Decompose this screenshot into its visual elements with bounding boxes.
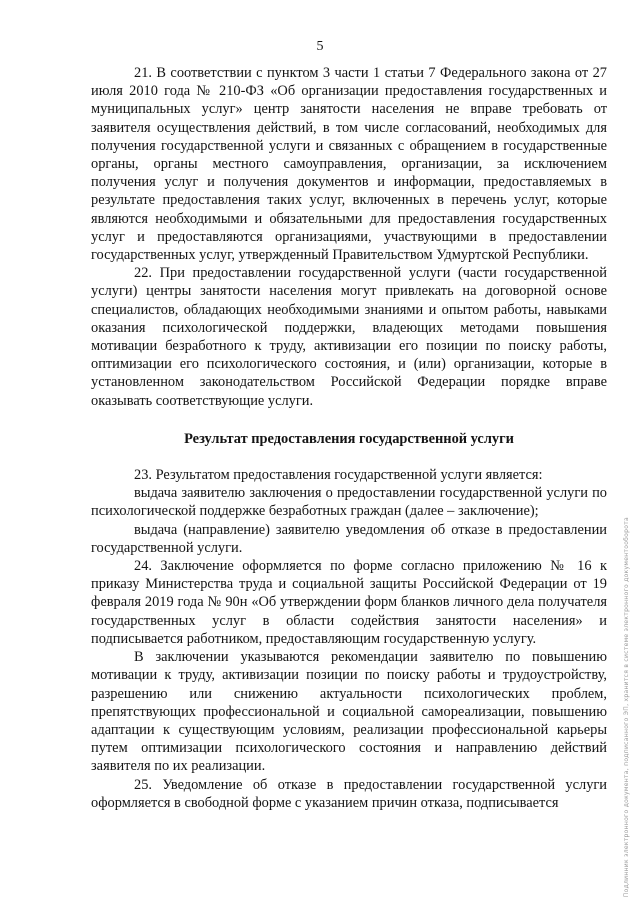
margin-note: Подлинник электронного документа, подписанного ЭП, хранится в системе электронного документооборота	[622, 516, 630, 897]
paragraph-conclusion-recommendations: В заключении указываются рекомендации заявителю по повышению мотивации к труду, активизации позиции по поиску работы и трудоустройству, разрешению или снижению актуальности психологических проблем, препятствующих профессиональной и социальной самореализации, повышению адаптации к существующим условиям, реализации профессиональной карьеры путем оптимизации психологического состояния и направлению действий заявителя по их реализации.	[91, 649, 607, 775]
page-number: 5	[316, 39, 324, 54]
result-item-refusal: выдача (направление) заявителю уведомления об отказе в предоставлении государственной услуги.	[91, 521, 607, 556]
paragraph-21: 21. В соответствии с пунктом 3 части 1 статьи 7 Федерального закона от 27 июля 2010 года № 210-ФЗ «Об организации предоставления государственных и муниципальных услуг» центр занятости населения не вправе требовать от заявителя осуществления действий, в том числе согласований, необходимых для получения государственной услуги и связанных с обращением в государственные органы, органы местного самоуправления, организации, за исключением получения услуг и получения документов и информации, предоставляемых в результате предоставления таких услуг, включенных в перечень услуг, которые являются необходимыми и обязательными для предоставления государственных услуг и предоставляются организациями, участвующими в предоставлении государственных услуг, утвержденный Правительством Удмуртской Республики.	[91, 65, 607, 264]
paragraph-23: 23. Результатом предоставления государственной услуги является:	[134, 467, 543, 484]
paragraph-25: 25. Уведомление об отказе в предоставлении государственной услуги оформляется в свободной форме с указанием причин отказа, подписывается	[91, 776, 607, 811]
section-heading: Результат предоставления государственной услуги	[184, 430, 514, 447]
result-item-conclusion: выдача заявителю заключения о предоставлении государственной услуги по психологической поддержке безработных граждан (далее – заключение);	[91, 485, 607, 520]
paragraph-24: 24. Заключение оформляется по форме согласно приложению № 16 к приказу Министерства труда и социальной защиты Российской Федерации от 19 февраля 2019 года № 90н «Об утверждении форм бланков личного дела получателя государственных услуг в области содействия занятости населения» и подписывается работником, предоставляющим государственную услугу.	[91, 558, 607, 647]
document-body	[91, 64, 607, 812]
paragraph-22: 22. При предоставлении государственной услуги (части государственной услуги) центры занятости населения могут привлекать на договорной основе специалистов, обладающих необходимыми знаниями и опытом работы, навыками оказания психологической поддержки, владеющих методами повышения мотивации безработного к труду, активизации его позиции по поиску работы, оптимизации его психологического состояния, и (или) организации, которые в установленном законодательством Российской Федерации порядке вправе оказывать соответствующие услуги.	[91, 265, 607, 409]
